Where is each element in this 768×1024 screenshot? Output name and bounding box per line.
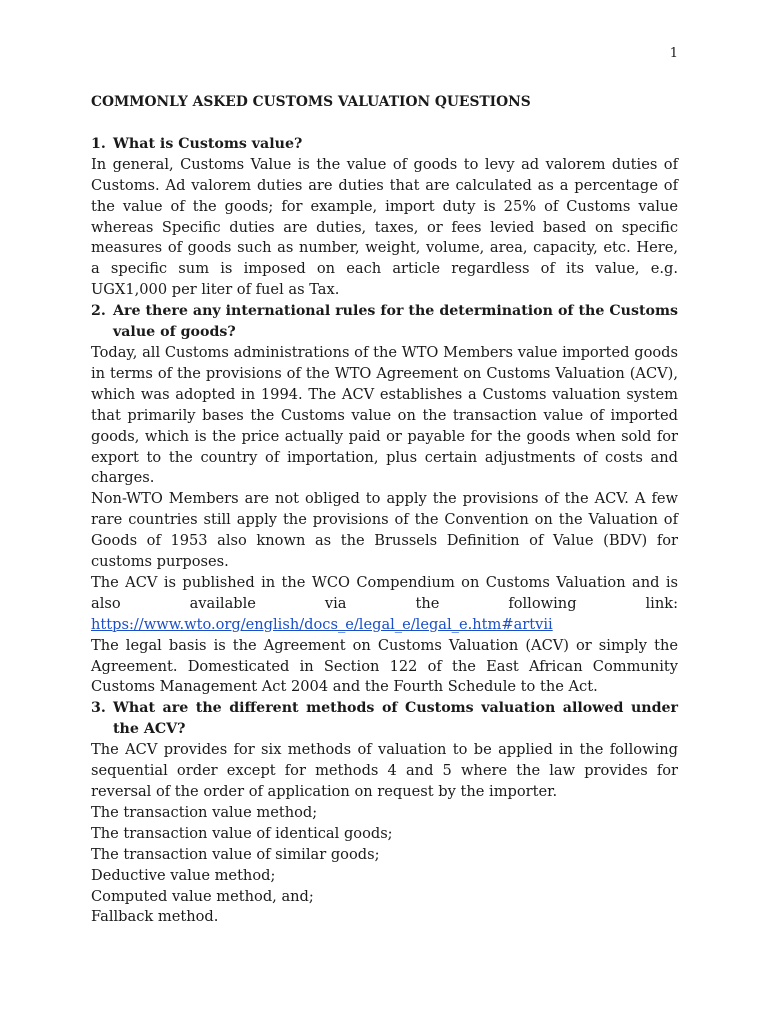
list-item: Fallback method. [91, 908, 219, 926]
list-item: Deductive value method; [91, 866, 276, 884]
wto-link-line [91, 615, 678, 636]
list-item: Computed value method, and; [91, 887, 314, 905]
list-item: The transaction value of similar goods; [91, 845, 380, 863]
answer-paragraph: The legal basis is the Agreement on Customs Valuation (ACV) or simply the Agreement. Domesticated in Section 122 of the East African Community Customs Management Act 2004 and the Fourth Schedule to the Act. [91, 636, 678, 696]
list-item: The transaction value of identical goods; [91, 824, 393, 842]
wto-legal-link[interactable]: https://www.wto.org/english/docs_e/legal_e/legal_e.htm#artvii [91, 615, 553, 633]
answer-paragraph: In general, Customs Value is the value of goods to levy ad valorem duties of Customs. Ad valorem duties are duties that are calculated as a percentage of the value of the goods; for example, import duty is 25% of Customs value whereas Specific duties are duties, taxes, or fees levied based on specific measures of goods such as number, weight, volume, area, capacity, etc. Here, a specific sum is imposed on each article regardless of its value, e.g. UGX1,000 per liter of fuel as Tax. [91, 155, 678, 299]
question-text: Are there any international rules for the determination of the Customs value of goods? [113, 303, 678, 341]
question-number: 1. [91, 135, 106, 152]
page-number: 1 [669, 46, 678, 61]
question-3-heading [91, 698, 678, 740]
answer-paragraph: Today, all Customs administrations of the WTO Members value imported goods in terms of the provisions of the WTO Agreement on Customs Valuation (ACV), which was adopted in 1994. The ACV establishes a Customs valuation system that primarily bases the Customs value on the transaction value of imported goods, which is the price actually paid or payable for the goods when sold for export to the country of importation, plus certain adjustments of costs and charges. [91, 343, 678, 487]
answer-paragraph: Non-WTO Members are not obliged to apply the provisions of the ACV. A few rare countries still apply the provisions of the Convention on the Valuation of Goods of 1953 also known as the Brussels Definition of Value (BDV) for customs purposes. [91, 490, 678, 571]
document-body [91, 92, 678, 928]
question-2-heading [91, 301, 678, 343]
answer-paragraph: The ACV is published in the WCO Compendium on Customs Valuation and is also available via the following link: [91, 573, 678, 612]
question-text: What are the different methods of Customs valuation allowed under the ACV? [113, 700, 678, 738]
question-1-heading [91, 134, 678, 155]
question-number: 3. [91, 700, 106, 717]
question-text: What is Customs value? [113, 135, 303, 152]
list-item: The transaction value method; [91, 803, 318, 821]
document-title: COMMONLY ASKED CUSTOMS VALUATION QUESTIONS [91, 94, 531, 110]
answer-paragraph: The ACV provides for six methods of valuation to be applied in the following sequential order except for methods 4 and 5 where the law provides for reversal of the order of application on request by the importer. [91, 741, 678, 800]
valuation-methods-list [91, 803, 678, 928]
question-number: 2. [91, 303, 106, 320]
